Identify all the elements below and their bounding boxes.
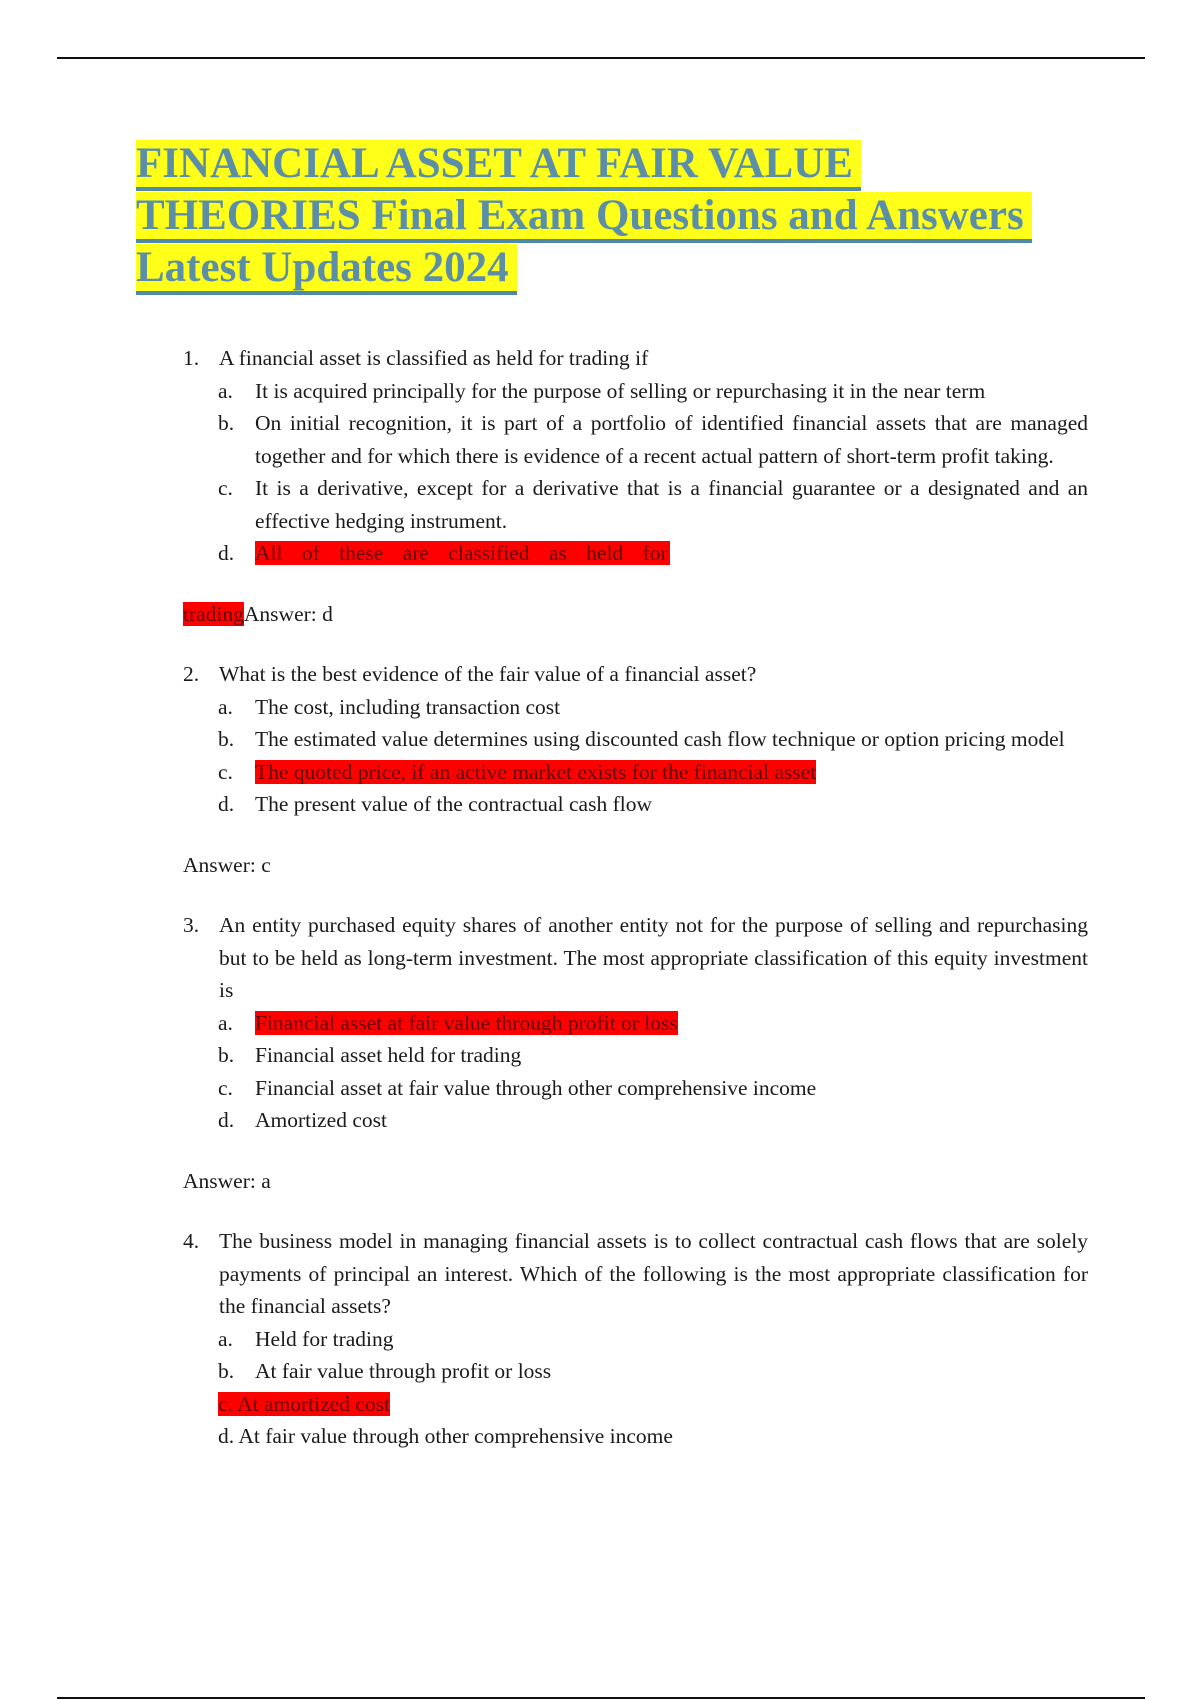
question-2 xyxy=(183,658,1088,691)
option xyxy=(183,472,1088,537)
highlighted-answer-continuation: trading xyxy=(183,601,244,626)
bottom-rule xyxy=(57,1697,1145,1699)
option-letter: a. xyxy=(218,1326,233,1351)
option-text: Amortized cost xyxy=(255,1108,387,1132)
option-text: On initial recognition, it is part of a portfolio of identified financial assets that are managed together and for which there is evidence of a recent actual pattern of short-term profit taking. xyxy=(255,411,1088,468)
question-number: 4. xyxy=(183,1229,200,1253)
option xyxy=(183,375,1088,408)
option xyxy=(183,1355,1088,1388)
question-text: The business model in managing financial assets is to collect contractual cash flows that are solely payments of principal an interest. Which of the following is the most appropriate classification for the financial assets? xyxy=(219,1229,1088,1318)
option xyxy=(183,1072,1088,1105)
option xyxy=(183,1104,1088,1137)
title-line: THEORIES Final Exam Questions and Answers xyxy=(136,192,1032,243)
question-text: An entity purchased equity shares of another entity not for the purpose of selling and repurchasing but to be held as long-term investment. The most appropriate classification of this equity investment is xyxy=(219,913,1088,1002)
option xyxy=(183,407,1088,472)
highlighted-answer: All of these are classified as held for xyxy=(255,541,668,565)
question-list xyxy=(183,342,1088,1453)
option-letter: b. xyxy=(218,727,235,751)
option xyxy=(183,1323,1088,1356)
option-text: Held for trading xyxy=(255,1326,394,1351)
option-text: Financial asset at fair value through other comprehensive income xyxy=(255,1075,817,1100)
option-letter: b. xyxy=(218,411,235,435)
option-text: At fair value through profit or loss xyxy=(255,1359,552,1383)
option xyxy=(183,788,1088,821)
top-rule xyxy=(57,57,1145,59)
option-letter: b. xyxy=(218,1359,235,1383)
answer-text: Answer: d xyxy=(243,601,333,626)
option-text: Financial asset held for trading xyxy=(255,1043,522,1067)
option-letter: a. xyxy=(218,378,233,403)
question-3 xyxy=(183,909,1088,1007)
answer-line xyxy=(183,598,1088,631)
option-correct xyxy=(183,537,1088,570)
question-number: 2. xyxy=(183,662,200,686)
option-text: It is acquired principally for the purpose of selling or repurchasing it in the near term xyxy=(255,378,986,403)
option-text: The estimated value determines using discounted cash flow technique or option pricing model xyxy=(255,727,1065,751)
option-letter: a. xyxy=(218,694,233,719)
option-correct xyxy=(183,756,1088,789)
question-number: 3. xyxy=(183,913,200,937)
option xyxy=(183,723,1088,756)
option: d. At fair value through other comprehensive income xyxy=(218,1424,673,1448)
title-line: FINANCIAL ASSET AT FAIR VALUE xyxy=(136,140,861,191)
highlighted-answer: The quoted price, if an active market exists for the financial asset xyxy=(255,759,817,784)
option-letter: c. xyxy=(218,759,233,784)
option-correct xyxy=(183,1388,1088,1421)
document-title xyxy=(136,138,1096,294)
option-text: The present value of the contractual cash flow xyxy=(255,792,652,816)
option xyxy=(183,1039,1088,1072)
option-text: It is a derivative, except for a derivative that is a financial guarantee or a designated and an effective hedging instrument. xyxy=(255,476,1088,533)
question-text: A financial asset is classified as held for trading if xyxy=(219,346,649,370)
question-4 xyxy=(183,1225,1088,1323)
option-letter: d. xyxy=(218,541,235,565)
question-text: What is the best evidence of the fair value of a financial asset? xyxy=(219,662,757,686)
answer-line: Answer: a xyxy=(183,1168,271,1193)
option-letter: d. xyxy=(218,1108,235,1132)
answer-line: Answer: c xyxy=(183,852,271,877)
title-line: Latest Updates 2024 xyxy=(136,244,517,295)
option-letter: c. xyxy=(218,1075,233,1100)
option-letter: b. xyxy=(218,1043,235,1067)
option-letter: d. xyxy=(218,792,235,816)
option-correct xyxy=(183,1007,1088,1040)
question-number: 1. xyxy=(183,346,200,370)
option-text: The cost, including transaction cost xyxy=(255,694,561,719)
option-letter: c. xyxy=(218,476,233,500)
highlighted-answer: Financial asset at fair value through profit or loss xyxy=(255,1010,678,1035)
option xyxy=(183,691,1088,724)
question-1 xyxy=(183,342,1088,375)
option-letter: a. xyxy=(218,1010,233,1035)
highlighted-answer: c. At amortized cost xyxy=(218,1391,390,1416)
